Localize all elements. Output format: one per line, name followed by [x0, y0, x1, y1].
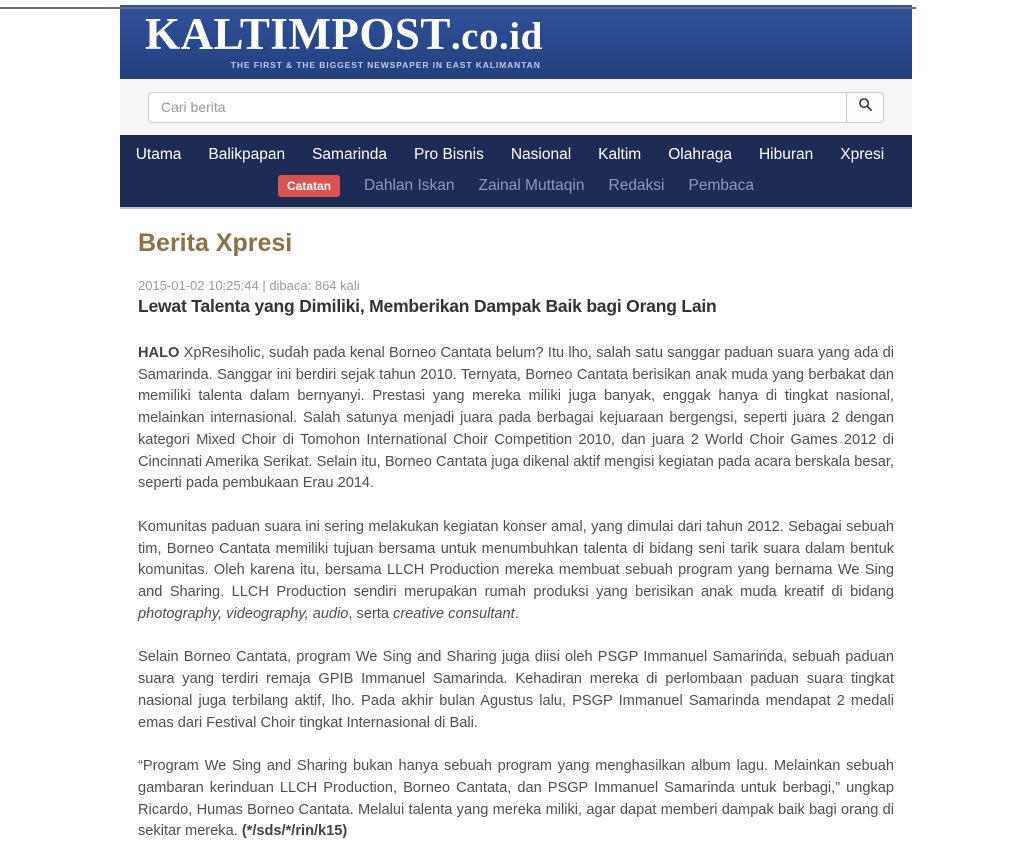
- nav-secondary-row: [120, 175, 912, 197]
- main-navigation: [67, 135, 965, 209]
- nav-item-olahraga[interactable]: Olahraga: [668, 146, 732, 163]
- nav-item-celoteh[interactable]: Celoteh: [911, 146, 965, 163]
- nav-item-pembaca[interactable]: Pembaca: [688, 177, 754, 194]
- paragraph-3-text: Selain Borneo Cantata, program We Sing and Sharing juga diisi oleh PSGP Immanuel Samarinda, sebuah paduan suara yang terdiri remaja GPIB Immanuel Samarinda. Kehadiran mereka di perlombaan paduan suara tingkat nasional juga terbilang aktif, lho. Pada akhir bulan Agustus lalu, PSGP Immanuel Samarinda mendapat 2 medali emas dari Festival Choir tingkat Internasional di Bali.: [138, 649, 894, 731]
- logo-main: KALTIMPOST: [145, 9, 451, 59]
- paragraph-2-italic-a: photography, videography, audio: [138, 605, 349, 622]
- paragraph-4-signoff: (*/sds/*/rin/k15): [241, 823, 348, 840]
- search-group: [148, 92, 884, 123]
- search-input[interactable]: [148, 92, 846, 123]
- paragraph-1-text: XpResiholic, sudah pada kenal Borneo Cantata belum? Itu lho, salah satu sanggar paduan suara yang ada di Samarinda. Sanggar ini berdiri sejak tahun 2010. Ternyata, Borneo Cantata berisikan anak muda yang berbakat dan memiliki talenta dalam bernyanyi. Prestasi yang mereka miliki juga banyak, enggak hanya di tingkat nasional, melainkan internasional. Salah satunya menjadi juara pada berbagai kejuaraan bergengsi, seperti juara 2 dengan kategori Mixed Choir di Tomohon International Choir Competition 2010, dan juara 2 World Choir Games 2012 di Cincinnati Amerika Serikat. Selain itu, Borneo Cantata juga dikenal aktif mengisi kegiatan pada acara berskala besar, seperti pada pembukaan Erau 2014.: [138, 345, 894, 492]
- article-content: [120, 229, 912, 843]
- search-bar-strip: [120, 79, 912, 135]
- paragraph-1-lead-bold: HALO: [138, 345, 180, 361]
- paragraph-2-text-b: , serta: [348, 605, 394, 622]
- paragraph-2-text-c: .: [514, 605, 519, 622]
- nav-badge-catatan[interactable]: Catatan: [278, 175, 340, 197]
- nav-item-balikpapan[interactable]: Balikpapan: [208, 146, 286, 163]
- nav-item-utama[interactable]: Utama: [135, 146, 182, 163]
- nav-item-home[interactable]: Home: [67, 146, 109, 163]
- paragraph-4: [138, 756, 894, 843]
- site-tagline: THE FIRST & THE BIGGEST NEWSPAPER IN EAST KALIMANTAN: [230, 60, 541, 70]
- article-meta: 2015-01-02 10:25:44 | dibaca: 864 kali: [138, 278, 360, 293]
- paragraph-3: [138, 647, 894, 734]
- search-button[interactable]: [846, 92, 884, 123]
- paragraph-1: [138, 343, 894, 495]
- nav-item-samarinda[interactable]: Samarinda: [312, 146, 388, 163]
- logo-text: [145, 11, 543, 60]
- window-top-border: [0, 7, 916, 9]
- nav-item-pro-bisnis[interactable]: Pro Bisnis: [414, 146, 484, 163]
- nav-item-zainal-muttaqin[interactable]: Zainal Muttaqin: [478, 177, 585, 194]
- masthead: [120, 5, 912, 79]
- nav-item-redaksi[interactable]: Redaksi: [608, 177, 665, 194]
- paragraph-2: [138, 517, 894, 626]
- paragraph-2-text-a: Komunitas paduan suara ini sering melakukan kegiatan konser amal, yang dimulai dari tahun 2012. Sebagai sebuah tim, Borneo Cantata memiliki tujuan bersama untuk menumbuhkan talenta di bidang seni tarik suara dalam bentuk komunitas. Oleh karena itu, bersama LLCH Production mereka membuat sebuah program yang bernama We Sing and Sharing. LLCH Production sendiri merupakan rumah produksi yang berisikan anak muda kreatif di bidang: [138, 518, 894, 601]
- nav-primary-row: [67, 146, 965, 164]
- search-icon: [858, 97, 873, 117]
- section-title: Berita Xpresi: [138, 229, 293, 257]
- nav-item-xpresi[interactable]: Xpresi: [840, 146, 885, 163]
- logo-suffix: .co.id: [450, 15, 543, 58]
- nav-item-nasional[interactable]: Nasional: [510, 146, 572, 163]
- site-logo[interactable]: [145, 11, 543, 70]
- nav-item-dahlan-iskan[interactable]: Dahlan Iskan: [364, 177, 455, 194]
- page: [67, 5, 965, 843]
- paragraph-4-text: “Program We Sing and Sharing bukan hanya sebuah program yang menghasilkan album lagu. Melainkan sebuah gambaran kerinduan LLCH Production, Borneo Cantata, dan PSGP Immanuel Samarinda untuk berbagi,” ungkap Ricardo, Humas Borneo Cantata. Melalui talenta yang mereka miliki, agar dapat memberi dampak baik bagi orang di sekitar mereka.: [138, 758, 894, 840]
- nav-item-hiburan[interactable]: Hiburan: [758, 146, 814, 163]
- article-title: Lewat Talenta yang Dimiliki, Memberikan Dampak Baik bagi Orang Lain: [138, 296, 717, 316]
- article-body: [138, 343, 894, 843]
- nav-item-kaltim[interactable]: Kaltim: [598, 146, 642, 163]
- paragraph-2-italic-b: creative consultant: [393, 605, 515, 622]
